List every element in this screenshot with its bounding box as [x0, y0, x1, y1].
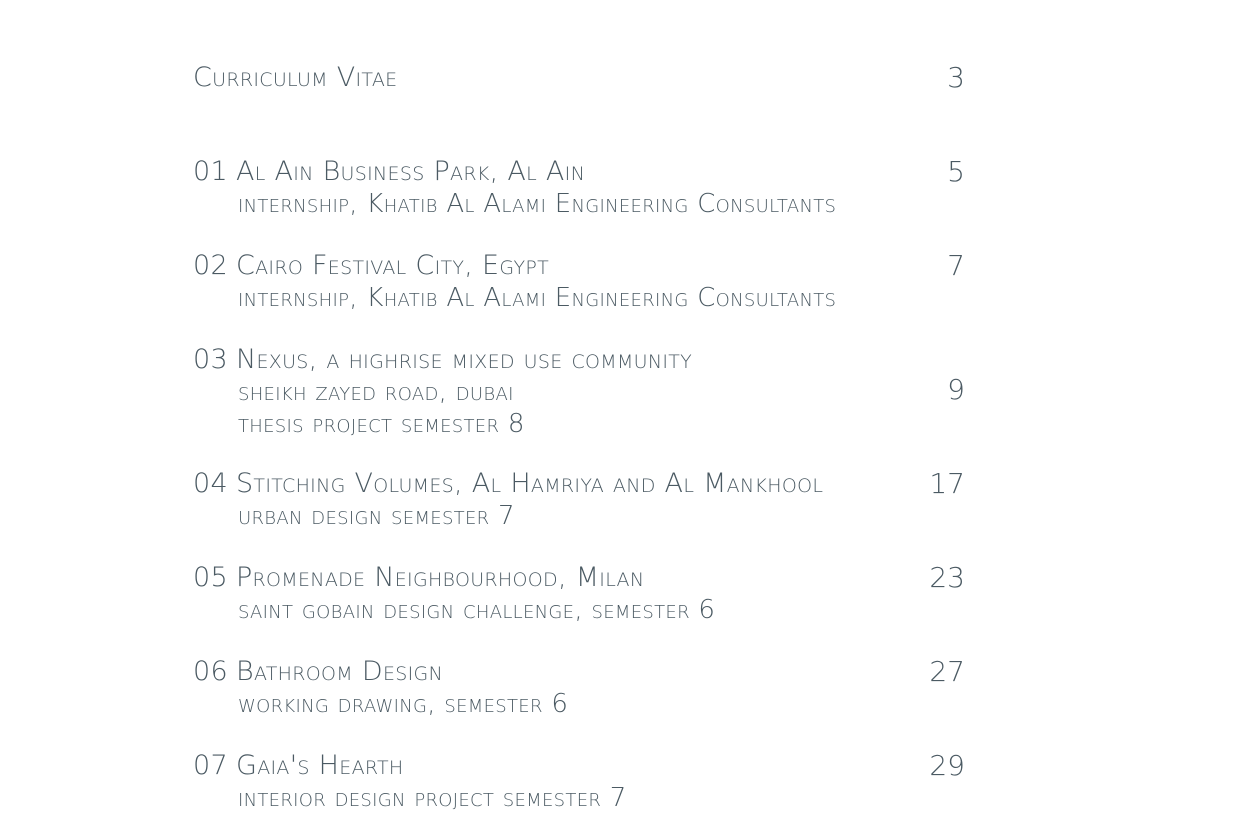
- toc-entry-04[interactable]: [193, 468, 968, 534]
- toc-entry-03[interactable]: [193, 344, 968, 442]
- toc-page-number: 7: [947, 249, 965, 282]
- toc-entry-heading: [193, 750, 403, 782]
- toc-entry-title: Promenade Neighbourhood, Milan: [235, 562, 645, 593]
- toc-page-number: 9: [947, 373, 965, 406]
- toc-page-number: 3: [947, 61, 965, 94]
- toc-page-number: 5: [947, 155, 965, 188]
- toc-entry-title: Al Ain Business Park, Al Ain: [235, 156, 586, 187]
- toc-entry-subtitle: saint gobain design challenge, semester 6: [238, 595, 716, 625]
- toc-entry-number: 07: [193, 750, 228, 781]
- table-of-contents: [193, 0, 968, 813]
- toc-page-number: 27: [929, 655, 965, 688]
- toc-entry-subtitle: sheikh zayed road, dubai: [238, 377, 514, 407]
- toc-entry-subtitle: urban design semester 7: [238, 501, 515, 531]
- toc-entry-number: 06: [193, 656, 228, 687]
- toc-entry-subtitle: thesis project semester 8: [238, 409, 525, 439]
- toc-entry-title: Bathroom Design: [235, 656, 444, 687]
- toc-entry-cv[interactable]: [193, 62, 968, 96]
- toc-entry-subtitle: internship, Khatib Al Alami Engineering Consultants: [238, 283, 837, 313]
- toc-entry-number: 01: [193, 156, 228, 187]
- toc-entry-number: 04: [193, 468, 228, 499]
- toc-entry-subtitle: working drawing, semester 6: [238, 689, 569, 719]
- toc-entry-title: Gaia's Hearth: [235, 750, 404, 781]
- toc-entry-subtitle: internship, Khatib Al Alami Engineering Consultants: [238, 189, 837, 219]
- toc-entry-06[interactable]: [193, 656, 968, 722]
- toc-entry-02[interactable]: [193, 250, 968, 316]
- toc-entry-05[interactable]: [193, 562, 968, 628]
- toc-page-number: 17: [929, 467, 965, 500]
- toc-entry-number: 02: [193, 250, 228, 281]
- toc-entry-07[interactable]: [193, 750, 968, 816]
- toc-entry-01[interactable]: [193, 156, 968, 222]
- toc-page-number: 23: [929, 561, 965, 594]
- toc-entry-subtitle: interior design project semester 7: [238, 783, 627, 813]
- toc-entry-heading: [193, 468, 823, 500]
- toc-entry-heading: [193, 156, 585, 188]
- toc-entry-heading: [193, 344, 692, 376]
- toc-entry-title: Nexus, a highrise mixed use community: [235, 344, 693, 375]
- toc-entry-number: 05: [193, 562, 228, 593]
- toc-entry-number: 03: [193, 344, 228, 375]
- toc-entry-title: Curriculum Vitae: [193, 62, 398, 93]
- toc-page-number: 29: [929, 749, 965, 782]
- toc-entry-heading: [193, 656, 443, 688]
- toc-entry-heading: [193, 250, 549, 282]
- toc-entry-title: Stitching Volumes, Al Hamriya and Al Mankhool: [235, 468, 824, 499]
- toc-entry-heading: [193, 562, 644, 594]
- toc-entry-title: Cairo Festival City, Egypt: [235, 250, 550, 281]
